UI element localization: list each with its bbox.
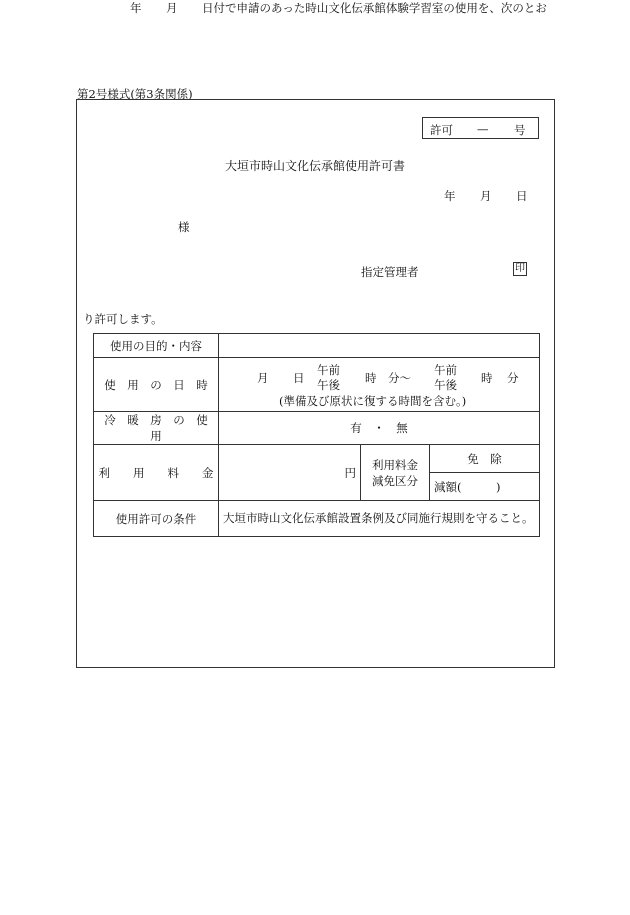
dt-day: 日 [293,371,305,385]
condition-row [94,501,540,537]
dt-hour-min-to: 時 分〜 [365,371,411,385]
datetime-value [219,358,540,412]
body-month: 月 [166,1,178,15]
permit-body-line2: り許可します。 [83,312,163,326]
document-title: 大垣市時山文化伝承館使用許可書 [224,159,405,173]
seal-stamp: 印 [515,263,525,274]
purpose-value [219,334,540,358]
datetime-row [94,358,540,412]
datetime-label: 使 用 の 日 時 [94,358,219,412]
fee-row-top [94,445,540,473]
dt-pm-2: 午後 [434,378,457,392]
date-day: 日 [516,189,528,203]
dt-month: 月 [257,371,269,385]
fee-reduction: 減額( ) [430,473,540,501]
date-month: 月 [480,189,492,203]
dt-pm-1: 午後 [317,378,340,392]
permit-prefix: 許可 [430,123,453,137]
dt-am-2: 午前 [434,363,457,377]
purpose-row [94,334,540,358]
fee-exemption: 免 除 [430,445,540,473]
dt-minute: 分 [507,371,519,385]
purpose-label: 使用の目的・内容 [94,334,219,358]
fee-class-label [361,445,430,501]
dt-am-1: 午前 [317,363,340,377]
fee-class-line1: 利用料金 [372,457,418,472]
form-number-label: 第2号様式(第3条関係) [77,87,193,101]
condition-label: 使用許可の条件 [94,501,219,537]
fee-label: 利 用 料 金 [94,445,219,501]
dt-hour: 時 [481,371,493,385]
addressee-suffix: 様 [178,220,190,234]
aircon-row [94,412,540,445]
fee-amount: 円 [219,445,361,501]
dt-note: (準備及び原状に復する時間を含む。) [279,394,467,408]
body-year: 年 [130,1,142,15]
condition-text: 大垣市時山文化伝承館設置条例及び同施行規則を守ること。 [219,501,540,537]
permit-details-table [93,333,540,537]
permit-number-box [422,117,539,139]
permit-dash: — [477,122,489,136]
aircon-value: 有 ・ 無 [219,412,540,445]
date-year: 年 [444,189,456,203]
fee-class-line2: 減免区分 [372,473,418,488]
body-text-line1: 日付で申請のあった時山文化伝承館体験学習室の使用を、次のとお [202,1,547,15]
permit-suffix: 号 [514,123,526,137]
issuer-label: 指定管理者 [361,265,419,279]
aircon-label: 冷 暖 房 の 使 用 [94,412,219,445]
